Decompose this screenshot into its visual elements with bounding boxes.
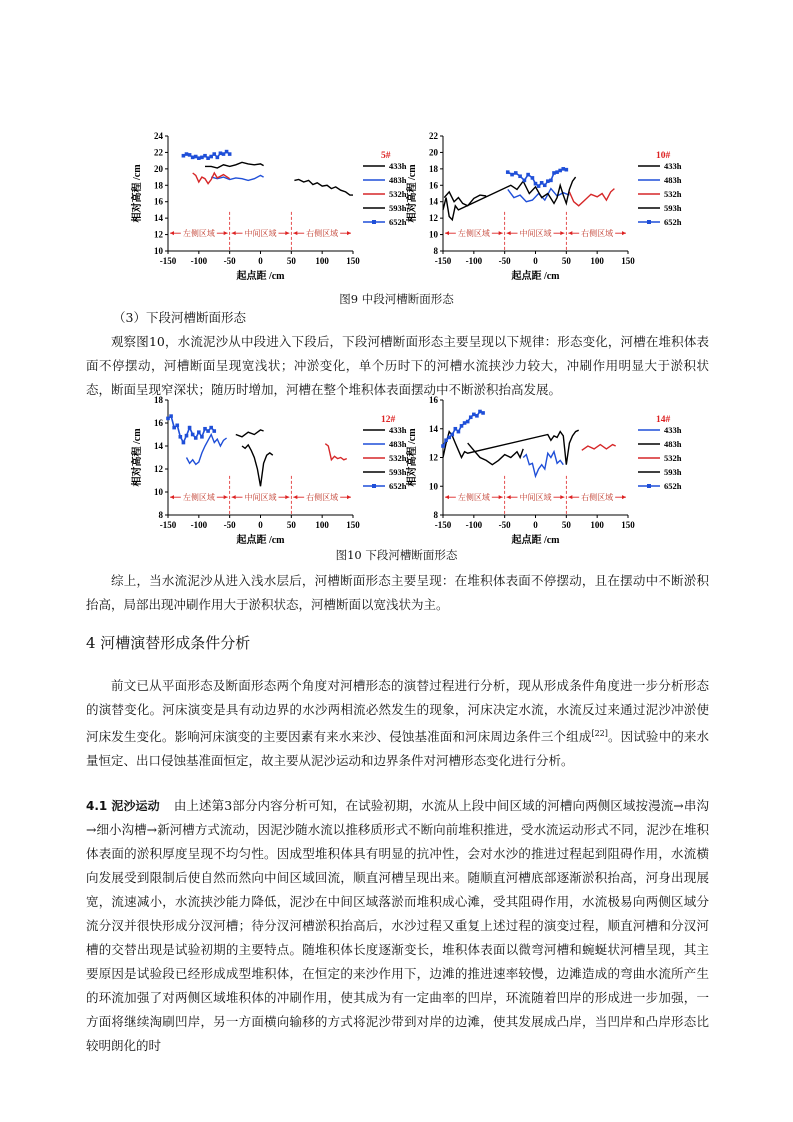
region-label: 中间区域 — [519, 229, 552, 239]
chart-section-14 — [395, 392, 705, 552]
data-point-652h — [450, 433, 454, 437]
x-tick-label: -50 — [498, 520, 511, 530]
region-label: 中间区域 — [244, 229, 277, 239]
chart-section-label: 14# — [656, 415, 671, 425]
data-point-652h — [481, 411, 485, 415]
x-tick-label: -100 — [465, 256, 483, 266]
y-tick-label: 14 — [429, 196, 438, 207]
data-point-652h — [185, 434, 189, 438]
figure-10-caption: 图10 下段河槽断面形态 — [335, 548, 458, 562]
legend-entry: 652h — [664, 217, 682, 227]
data-point-652h — [197, 156, 201, 160]
y-tick-label: 12 — [154, 464, 163, 474]
data-point-652h — [540, 181, 544, 185]
y-tick-label: 8 — [158, 510, 163, 520]
y-tick-label: 16 — [429, 180, 438, 191]
data-point-652h — [466, 420, 470, 424]
data-point-652h — [534, 182, 538, 186]
data-point-652h — [549, 179, 553, 183]
legend-entry: 532h — [389, 453, 407, 463]
legend-marker — [647, 220, 651, 224]
paragraph-3-text-b: 。因试验中的来水量恒定、出口侵蚀基准面恒定，故主要从泥沙运动和边界条件对河槽形态变化进行分析。 — [86, 729, 709, 769]
y-tick-label: 18 — [154, 395, 163, 405]
data-point-652h — [212, 429, 216, 433]
data-point-652h — [188, 153, 192, 157]
x-tick-label: -150 — [159, 520, 177, 530]
data-point-652h — [478, 410, 482, 414]
x-tick-label: 150 — [621, 520, 635, 530]
y-tick-label: 10 — [429, 229, 438, 240]
paragraph-4-text: 由上述第3部分内容分析可知，在试验初期，水流从上段中间区域的河槽向两侧区域按漫流→串沟→细小沟槽→新河槽方式流动，因泥沙随水流以推移质形式不断向前堆积推进，受水流运动形式不同，泥沙在堆积体表面的淤积厚度呈现不均匀性。因成型堆积体具有明显的抗冲性，会对水沙的推进过程起到阻碍作用，水流横向发展受到限制后使自然而然向中间区域回流，顺直河槽呈现出来。随顺直河槽底部逐渐淤积抬高，河身出现展宽，流速减小，水流挟沙能力降低，泥沙在中间区域落淤而堆积成心滩，受其阻碍作用，水流极易向两侧区域分流分汊并很快形成分汊河槽；待分汊河槽淤积抬高后，水沙过程又重复上述过程的演变过程，顺直河槽和分汊河槽的交替出现是试验初期的主要特点。随堆积体长度逐渐变长，堆积体表面以微弯河槽和蜿蜒状河槽呈现，其主要原因是试验段已经形成成型堆积体，在恒定的来沙作用下，边滩的推进速率较慢，边滩造成的弯曲水流所产生的环流加强了对两侧区域堆积体的冲刷作用，使其成为有一定曲率的凹岸，环流随着凹岸的形成进一步加强，一方面将继续淘刷凹岸，另一方面横向输移的方式将泥沙带到对岸的边滩，使其发展成凸岸，当凹岸和凸岸形态比较明朗化的时 — [86, 798, 709, 1053]
legend-entry: 593h — [664, 203, 682, 213]
y-tick-label: 14 — [154, 213, 163, 224]
data-point-652h — [200, 156, 204, 160]
x-tick-label: 150 — [621, 256, 635, 266]
legend-entry: 532h — [389, 189, 407, 199]
series-line-433h — [294, 180, 353, 196]
data-point-652h — [182, 154, 186, 158]
data-point-652h — [197, 430, 201, 434]
x-tick-label: -150 — [434, 256, 452, 266]
data-point-652h — [179, 435, 183, 439]
x-tick-label: -100 — [190, 520, 208, 530]
chart-section-label: 5# — [381, 151, 391, 161]
section-4-heading: 4 河槽演替形成条件分析 — [86, 634, 251, 652]
data-point-652h — [441, 444, 445, 448]
data-point-652h — [206, 429, 210, 433]
x-tick-label: -50 — [223, 520, 236, 530]
chart-section-label: 10# — [656, 151, 671, 161]
legend-entry: 593h — [664, 467, 682, 477]
data-point-652h — [188, 426, 192, 430]
legend-entry: 433h — [389, 161, 407, 171]
y-tick-label: 22 — [154, 147, 163, 158]
figure-10 — [0, 392, 793, 552]
subsection-4-1-number: 4.1 — [86, 799, 108, 813]
data-point-652h — [531, 176, 535, 180]
x-tick-label: -150 — [159, 256, 177, 266]
data-point-652h — [537, 184, 541, 188]
y-tick-label: 10 — [154, 246, 163, 256]
x-tick-label: 50 — [286, 256, 296, 266]
x-tick-label: 100 — [590, 520, 604, 530]
region-label: 右侧区域 — [306, 493, 339, 503]
data-point-652h — [175, 424, 179, 428]
legend-entry: 483h — [389, 175, 407, 185]
legend-entry: 532h — [664, 453, 682, 463]
data-point-652h — [209, 155, 213, 159]
data-point-652h — [526, 173, 530, 177]
x-tick-label: 100 — [315, 520, 329, 530]
x-axis-title: 起点距 /cm — [511, 271, 560, 282]
x-tick-label: -100 — [465, 520, 483, 530]
region-label: 右侧区域 — [306, 229, 339, 239]
x-axis-title: 起点距 /cm — [511, 535, 560, 546]
data-point-652h — [546, 179, 550, 183]
series-line-483h — [211, 175, 263, 180]
region-label: 中间区域 — [519, 493, 552, 503]
region-label: 左侧区域 — [182, 493, 215, 503]
series-line-483h — [508, 189, 570, 202]
y-tick-label: 8 — [433, 510, 438, 520]
data-point-652h — [172, 426, 176, 430]
y-tick-label: 24 — [154, 131, 163, 141]
paragraph-4 — [86, 794, 709, 1058]
data-point-652h — [182, 441, 186, 445]
legend-marker — [647, 484, 651, 488]
data-point-652h — [212, 152, 216, 156]
data-point-652h — [469, 415, 473, 419]
data-point-652h — [206, 156, 210, 160]
legend-entry: 433h — [664, 161, 682, 171]
x-tick-label: 150 — [346, 256, 360, 266]
series-line-593h — [443, 177, 576, 220]
data-point-652h — [194, 436, 198, 440]
data-point-652h — [225, 150, 229, 154]
x-tick-label: 50 — [286, 520, 296, 530]
y-tick-label: 12 — [429, 213, 438, 224]
data-point-652h — [561, 167, 565, 171]
data-point-652h — [506, 170, 510, 174]
region-label: 右侧区域 — [581, 229, 614, 239]
y-tick-label: 14 — [154, 441, 163, 451]
series-line-593h — [205, 162, 264, 168]
data-point-652h — [523, 179, 527, 183]
x-tick-label: 50 — [561, 520, 571, 530]
series-line-433h — [523, 452, 563, 477]
data-point-652h — [203, 427, 207, 431]
series-line-532h — [325, 444, 347, 460]
data-point-652h — [543, 183, 547, 187]
x-tick-label: 100 — [315, 256, 329, 266]
data-point-652h — [166, 417, 170, 421]
subsection-4-1-title: 泥沙运动 — [111, 799, 160, 813]
subsection-3-title: （3）下段河槽断面形态 — [113, 310, 246, 325]
series-line-593h — [443, 430, 579, 465]
data-point-652h — [552, 171, 556, 175]
series-line-433h — [236, 430, 264, 437]
y-tick-label: 16 — [429, 395, 438, 405]
data-point-652h — [565, 168, 569, 172]
legend-entry: 593h — [389, 203, 407, 213]
citation-22[interactable]: [22] — [591, 729, 608, 738]
series-line-483h — [187, 435, 227, 465]
y-tick-label: 8 — [433, 246, 438, 256]
data-point-652h — [460, 424, 464, 428]
paragraph-2: 综上，当水流泥沙从进入浅水层后，河槽断面形态主要呈现：在堆积体表面不停摆动，且在摆动中不断淤积抬高，局部出现冲刷作用大于淤积状态，河槽断面以宽浅状为主。 — [86, 573, 709, 612]
y-axis-title: 相对高程 /cm — [407, 164, 418, 223]
region-label: 中间区域 — [244, 493, 277, 503]
legend-entry: 652h — [664, 481, 682, 491]
y-tick-label: 22 — [429, 131, 438, 141]
legend-marker — [372, 484, 376, 488]
data-point-652h — [216, 156, 220, 160]
x-tick-label: 150 — [346, 520, 360, 530]
legend-entry: 483h — [389, 439, 407, 449]
x-tick-label: 100 — [590, 256, 604, 266]
figure-9-caption: 图9 中段河槽断面形态 — [339, 292, 454, 306]
series-line-532h — [569, 189, 614, 206]
y-tick-label: 16 — [154, 196, 163, 207]
series-line-593h — [242, 445, 273, 486]
data-point-652h — [191, 433, 195, 437]
series-line-433h — [444, 192, 486, 206]
data-point-652h — [200, 435, 204, 439]
data-point-652h — [169, 414, 173, 418]
y-tick-label: 20 — [154, 163, 163, 174]
series-line-532h — [193, 173, 230, 184]
y-tick-label: 10 — [429, 481, 438, 492]
data-point-652h — [447, 436, 451, 440]
chart-section-5 — [120, 128, 430, 288]
data-point-652h — [558, 169, 562, 173]
x-tick-label: 0 — [533, 256, 538, 266]
data-point-652h — [510, 173, 514, 177]
data-point-652h — [219, 151, 223, 155]
data-point-652h — [514, 171, 518, 175]
data-point-652h — [228, 152, 232, 156]
x-axis-title: 起点距 /cm — [236, 535, 285, 546]
y-tick-label: 20 — [429, 147, 438, 158]
legend-entry: 483h — [664, 175, 682, 185]
data-point-652h — [203, 154, 207, 158]
legend-entry: 532h — [664, 189, 682, 199]
y-axis-title: 相对高程 /cm — [132, 428, 143, 487]
x-tick-label: -150 — [434, 520, 452, 530]
y-tick-label: 18 — [154, 180, 163, 191]
x-tick-label: -100 — [190, 256, 208, 266]
data-point-652h — [463, 421, 467, 425]
series-line-532h — [582, 445, 616, 451]
y-tick-label: 14 — [429, 423, 438, 434]
x-axis-title: 起点距 /cm — [236, 271, 285, 282]
y-tick-label: 18 — [429, 163, 438, 174]
paragraph-3 — [86, 674, 709, 773]
chart-section-12 — [120, 392, 430, 552]
data-point-652h — [185, 152, 189, 156]
y-tick-label: 10 — [154, 487, 163, 497]
legend-entry: 433h — [389, 425, 407, 435]
y-axis-title: 相对高程 /cm — [407, 428, 418, 487]
figure-9 — [0, 128, 793, 293]
legend-entry: 483h — [664, 439, 682, 449]
data-point-652h — [454, 427, 458, 431]
legend-entry: 652h — [389, 481, 407, 491]
data-point-652h — [555, 170, 559, 174]
legend-entry: 652h — [389, 217, 407, 227]
region-label: 右侧区域 — [581, 493, 614, 503]
y-tick-label: 16 — [154, 418, 163, 428]
data-point-652h — [209, 426, 213, 430]
region-label: 左侧区域 — [457, 229, 490, 239]
y-tick-label: 12 — [154, 229, 163, 240]
y-tick-label: 12 — [429, 452, 438, 463]
data-point-652h — [475, 414, 479, 418]
chart-section-label: 12# — [381, 415, 396, 425]
paragraph-3-text-a: 前文已从平面形态及断面形态两个角度对河槽形态的演替过程进行分析，现从形成条件角度进一步分析形态的演替变化。河床演变是具有动边界的水沙两相流必然发生的现象，河床决定水流，水流反过来通过泥沙冲淤使河床发生变化。影响河床演变的主要因素有来水来沙、侵蚀基准面和河床周边条件三个组成 — [86, 678, 709, 745]
legend-entry: 433h — [664, 425, 682, 435]
data-point-652h — [518, 174, 522, 178]
data-point-652h — [191, 156, 195, 160]
x-tick-label: 0 — [258, 256, 263, 266]
data-point-652h — [444, 438, 448, 442]
x-tick-label: -50 — [223, 256, 236, 266]
x-tick-label: -50 — [498, 256, 511, 266]
x-tick-label: 0 — [533, 520, 538, 530]
y-axis-title: 相对高程 /cm — [132, 164, 143, 223]
x-tick-label: 0 — [258, 520, 263, 530]
x-tick-label: 50 — [561, 256, 571, 266]
legend-marker — [372, 220, 376, 224]
paragraph-1: 观察图10，水流泥沙从中段进入下段后，下段河槽断面形态主要呈现以下规律：形态变化，河槽在堆积体表面不停摆动，河槽断面呈现宽浅状；冲淤变化，单个历时下的河槽水流挟沙力较大，冲刷作用明显大于淤积状态，断面呈现窄深状；随历时增加，河槽在整个堆积体表面摆动中不断淤积抬高发展。 — [86, 334, 709, 397]
data-point-652h — [222, 152, 226, 156]
chart-section-10 — [395, 128, 705, 288]
data-point-652h — [194, 155, 198, 159]
region-label: 左侧区域 — [457, 493, 490, 503]
region-label: 左侧区域 — [182, 229, 215, 239]
data-point-652h — [472, 413, 476, 417]
legend-entry: 593h — [389, 467, 407, 477]
data-point-652h — [457, 430, 461, 434]
